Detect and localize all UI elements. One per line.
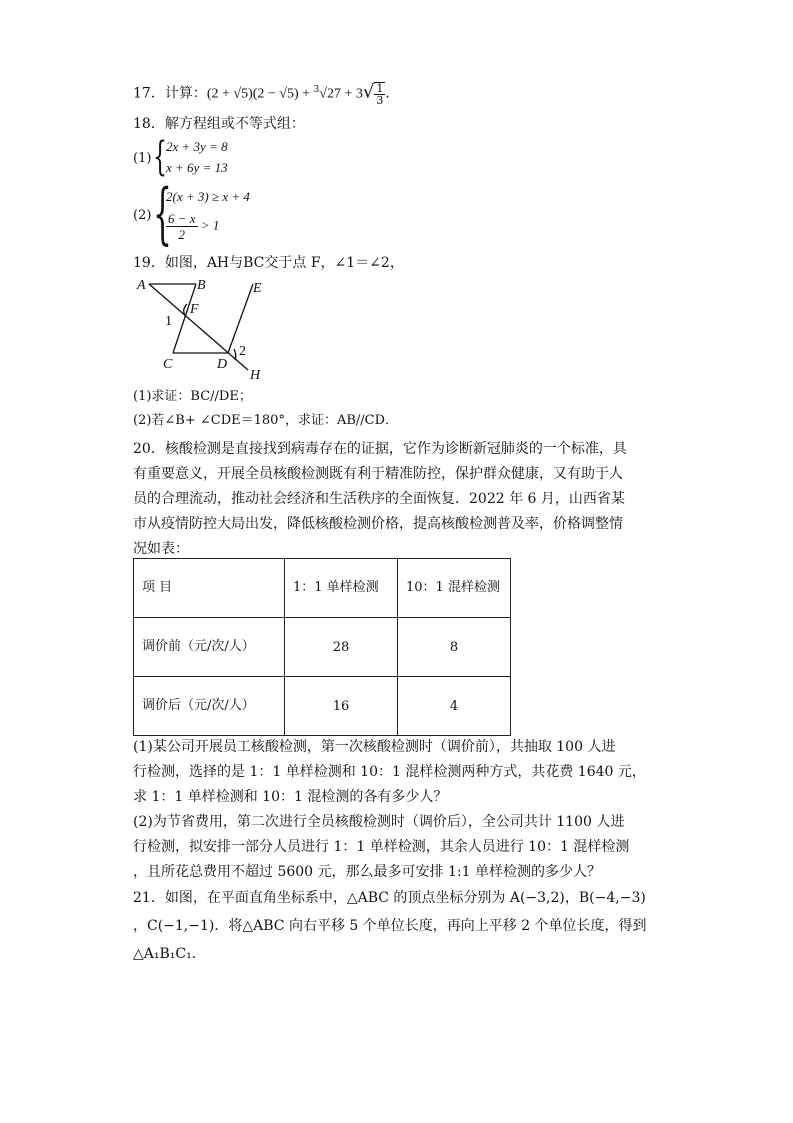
q19-label-2: 2: [239, 344, 246, 359]
q19-label-h: H: [250, 368, 261, 381]
q21-line: ，C(−1,−1)．将△ABC 向右平移 5 个单位长度，再向上平移 2 个单位长度，得到: [133, 918, 647, 934]
q19-label-d: D: [217, 357, 228, 372]
q20-sub1-line: 行检测，选择的是 1：1 单样检测和 10：1 混样检测两种方式，共花费 1640 元，: [133, 764, 646, 780]
table-row: [134, 677, 511, 736]
q20-intro: [133, 437, 678, 562]
q17-number: 17．计算：: [133, 85, 207, 102]
q20-intro-line: 况如表：: [133, 541, 189, 557]
table-cell: 调价前（元/次/人）: [134, 618, 285, 677]
q20-sub1-line: (1)某公司开展员工核酸检测，第一次核酸检测时（调价前），共抽取 100 人进: [133, 739, 616, 755]
q18-title: 18．解方程组或不等式组：: [133, 116, 305, 132]
q20-sub2: [133, 810, 678, 885]
q18-part1-eq1: 2x + 3y = 8: [166, 139, 228, 154]
q21-line: △A₁B₁C₁．: [133, 946, 206, 962]
table-cell: 8: [398, 618, 511, 677]
q19-segment-bc: [173, 284, 196, 353]
q20-price-table: [133, 558, 511, 736]
q17-cube-index: 3: [313, 85, 320, 95]
q20-sub1-line: 求 1：1 单样检测和 10：1 混检测的各有多少人？: [133, 789, 448, 805]
q19-segment-de: [228, 284, 253, 353]
q17-expr-part2: √27 + 3: [319, 86, 363, 102]
q18-part1-brace: {: [153, 134, 167, 180]
table-cell: 16: [285, 677, 398, 736]
q19-sub1: (1)求证：BC//DE；: [133, 389, 252, 404]
q20-intro-line: 市从疫情防控大局出发，降低核酸检测价格，提高核酸检测普及率，价格调整情: [133, 516, 623, 532]
table-cell: 调价后（元/次/人）: [134, 677, 285, 736]
q17-end: .: [385, 85, 390, 102]
q21-line: 21．如图，在平面直角坐标系中，△ABC 的顶点坐标分别为 A(−3,2)，B(−4,−3): [133, 890, 646, 906]
q18-part2-num: 6 − x: [168, 211, 196, 226]
table-header-row: [134, 559, 511, 618]
q17-frac-den: 3: [376, 93, 384, 107]
q20-sub2-line: 行检测，拟安排一部分人员进行 1：1 单样检测，其余人员进行 10：1 混样检测: [133, 839, 630, 855]
q19-label-f: F: [190, 302, 199, 317]
q20-intro-line: 有重要意义，开展全员核酸检测既有利于精准防控，保护群众健康，又有助于人: [133, 466, 623, 482]
q18-part1-label: (1): [133, 151, 152, 166]
table-cell: 28: [285, 618, 398, 677]
q19-label-b: B: [197, 278, 206, 293]
q20-sub2-line: (2)为节省费用，第二次进行全员核酸检测时（调价后），全公司共计 1100 人进: [133, 814, 625, 830]
q21-text: [133, 884, 678, 968]
q18-part2-eq1: 2(x + 3) ≥ x + 4: [166, 189, 250, 204]
q20-intro-line: 20．核酸检测是直接找到病毒存在的证据，它作为诊断新冠肺炎的一个标准，具: [133, 441, 627, 457]
q19-label-c: C: [163, 357, 173, 372]
q17-line: 17．计算：(2 + √5)(2 − √5) + $^3$√27 + 3√ $\frac{1}{3}$ .: [133, 81, 390, 107]
q19-sub2: (2)若∠B+ ∠CDE＝180°，求证：AB//CD．: [133, 413, 399, 428]
q18-part2-eq2: [166, 211, 219, 242]
q19-label-1: 1: [165, 314, 172, 329]
q19-figure: [133, 276, 273, 381]
q20-sub2-line: ，且所花总费用不超过 5600 元，那么最多可安排 1:1 单样检测的多少人？: [133, 864, 601, 880]
q19-title: 19．如图，AH与BC交于点 F，∠1＝∠2，: [133, 255, 404, 271]
q18-part1-eq2: x + 6y = 13: [166, 160, 228, 175]
q18-part2-den: 2: [178, 227, 186, 242]
q18-part2-brace: {: [153, 175, 172, 252]
table-row: [134, 618, 511, 677]
q18-part2-label: (2): [133, 208, 152, 223]
q18-part2-fraction: [166, 211, 198, 242]
q20-intro-line: 员的合理流动，推动社会经济和生活秩序的全面恢复．2022 年 6 月，山西省某: [133, 491, 625, 507]
q20-sub1: [133, 735, 678, 810]
table-header-cell: 10：1 混样检测: [398, 559, 511, 618]
table-header-cell: 1：1 单样检测: [285, 559, 398, 618]
table-cell: 4: [398, 677, 511, 736]
table-header-cell: 项 目: [134, 559, 285, 618]
q17-frac-num: 1: [376, 81, 384, 95]
q18-part2-rel: > 1: [200, 217, 220, 233]
q19-label-a: A: [137, 278, 146, 293]
q17-expr-part1: (2 + √5)(2 − √5) +: [206, 86, 314, 102]
q17-fraction: [374, 82, 385, 106]
q19-label-e: E: [253, 281, 262, 296]
